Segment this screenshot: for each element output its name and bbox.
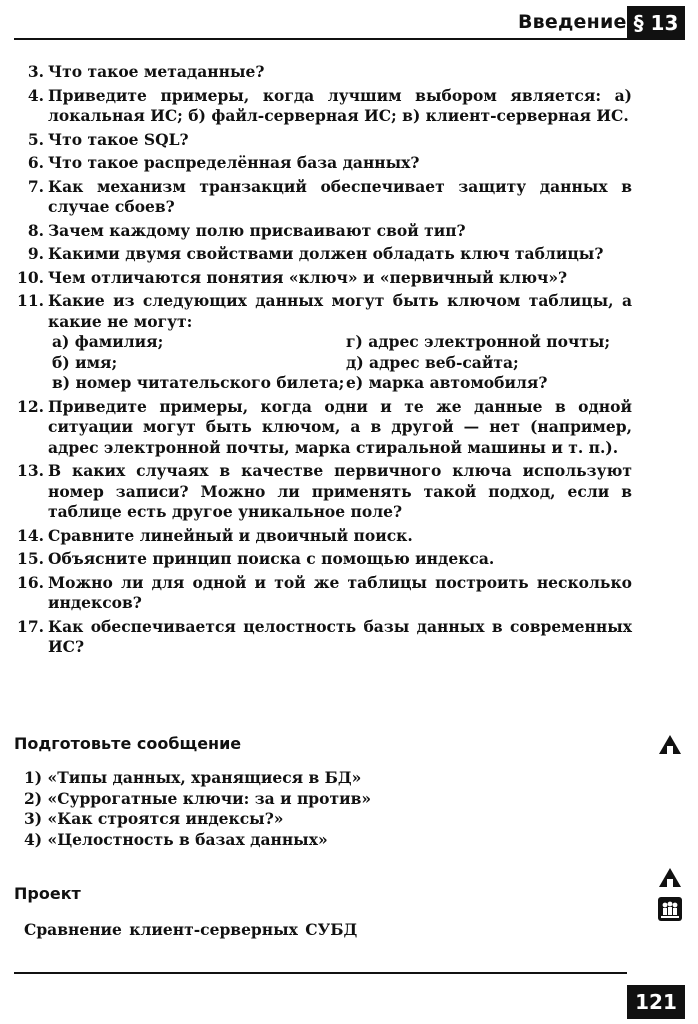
- question-item: [14, 549, 632, 570]
- question-number: 5.: [27, 129, 44, 149]
- question-item: [14, 268, 632, 289]
- question-item: [14, 86, 632, 127]
- house-icon: [658, 733, 682, 757]
- question-text: В каких случаях в качестве первичного ключа используют номер записи? Можно ли применять такой подход, если в таблице есть другое уникальное поле?: [48, 461, 632, 521]
- question-item: [14, 221, 632, 242]
- question-item: [14, 461, 632, 523]
- option-item: г) адрес электронной почты;: [346, 332, 611, 351]
- question-text: Что такое метаданные?: [48, 62, 265, 81]
- question-item: [14, 291, 632, 394]
- chapter-title: Введение: [518, 11, 627, 33]
- question-text: Приведите примеры, когда лучшим выбором является: а) локальная ИС; б) файл-серверная ИС; в) клиент-серверная ИС.: [48, 85, 632, 125]
- question-number: 8.: [27, 220, 44, 240]
- question-number: 13.: [17, 461, 44, 480]
- option-item: а) фамилия;: [52, 332, 164, 351]
- question-text: Сравните линейный и двоичный поиск.: [48, 525, 413, 545]
- messages-list: [24, 768, 424, 850]
- option-item: е) марка автомобиля?: [346, 373, 548, 392]
- message-topic: 2) «Суррогатные ключи: за и против»: [24, 788, 372, 808]
- question-item: [14, 397, 632, 459]
- messages-heading: Подготовьте сообщение: [14, 734, 242, 753]
- question-number: 14.: [17, 525, 44, 545]
- question-number: 11.: [17, 291, 44, 310]
- message-topic: 1) «Типы данных, хранящиеся в БД»: [24, 768, 362, 787]
- project-text: Сравнение клиент-серверных СУБД: [24, 920, 358, 939]
- question-item: [14, 617, 632, 658]
- option-item: д) адрес веб-сайта;: [346, 352, 519, 372]
- question-item: [14, 526, 632, 547]
- option-item: б) имя;: [52, 352, 118, 372]
- answer-options: [48, 332, 632, 394]
- option-item: в) номер читательского билета;: [52, 373, 345, 392]
- question-text: Объясните принцип поиска с помощью индекса.: [48, 549, 495, 568]
- question-number: 10.: [17, 267, 44, 287]
- question-text: Что такое распределённая база данных?: [48, 153, 420, 172]
- question-text: Что такое SQL?: [48, 129, 189, 149]
- question-number: 4.: [27, 85, 44, 105]
- question-text: Как механизм транзакций обеспечивает защиту данных в случае сбоев?: [48, 176, 632, 216]
- question-item: [14, 130, 632, 151]
- question-number: 12.: [17, 396, 44, 416]
- footer-divider: [14, 972, 627, 974]
- question-number: 17.: [17, 616, 44, 636]
- question-number: 15.: [17, 549, 44, 568]
- project-heading: Проект: [14, 884, 81, 903]
- question-text: Можно ли для одной и той же таблицы построить несколько индексов?: [48, 572, 632, 612]
- message-topic: 4) «Целостность в базах данных»: [24, 829, 328, 849]
- question-text: Какие из следующих данных могут быть ключом таблицы, а какие не могут:: [48, 291, 632, 331]
- question-item: [14, 153, 632, 174]
- group-icon: [658, 897, 682, 921]
- question-list: [14, 62, 632, 661]
- question-number: 9.: [27, 244, 44, 263]
- question-number: 3.: [27, 62, 44, 81]
- page-number: 121: [627, 985, 685, 1019]
- question-number: 7.: [27, 176, 44, 196]
- question-number: 6.: [27, 153, 44, 172]
- house-icon: [658, 866, 682, 890]
- question-text: Чем отличаются понятия «ключ» и «первичный ключ»?: [48, 267, 568, 287]
- question-item: [14, 573, 632, 614]
- section-badge: § 13: [627, 6, 685, 40]
- question-text: Приведите примеры, когда одни и те же данные в одной ситуации могут быть ключом, а в другой — нет (например, адрес электронной почты, марка стиральной машины и т. п.).: [48, 396, 632, 457]
- question-text: Какими двумя свойствами должен обладать ключ таблицы?: [48, 244, 604, 263]
- header-divider: [14, 38, 627, 40]
- message-topic: 3) «Как строятся индексы?»: [24, 809, 284, 828]
- question-text: Зачем каждому полю присваивают свой тип?: [48, 220, 466, 240]
- question-item: [14, 177, 632, 218]
- question-number: 16.: [17, 572, 44, 592]
- question-item: [14, 244, 632, 265]
- question-item: [14, 62, 632, 83]
- question-text: Как обеспечивается целостность базы данных в современных ИС?: [48, 616, 632, 656]
